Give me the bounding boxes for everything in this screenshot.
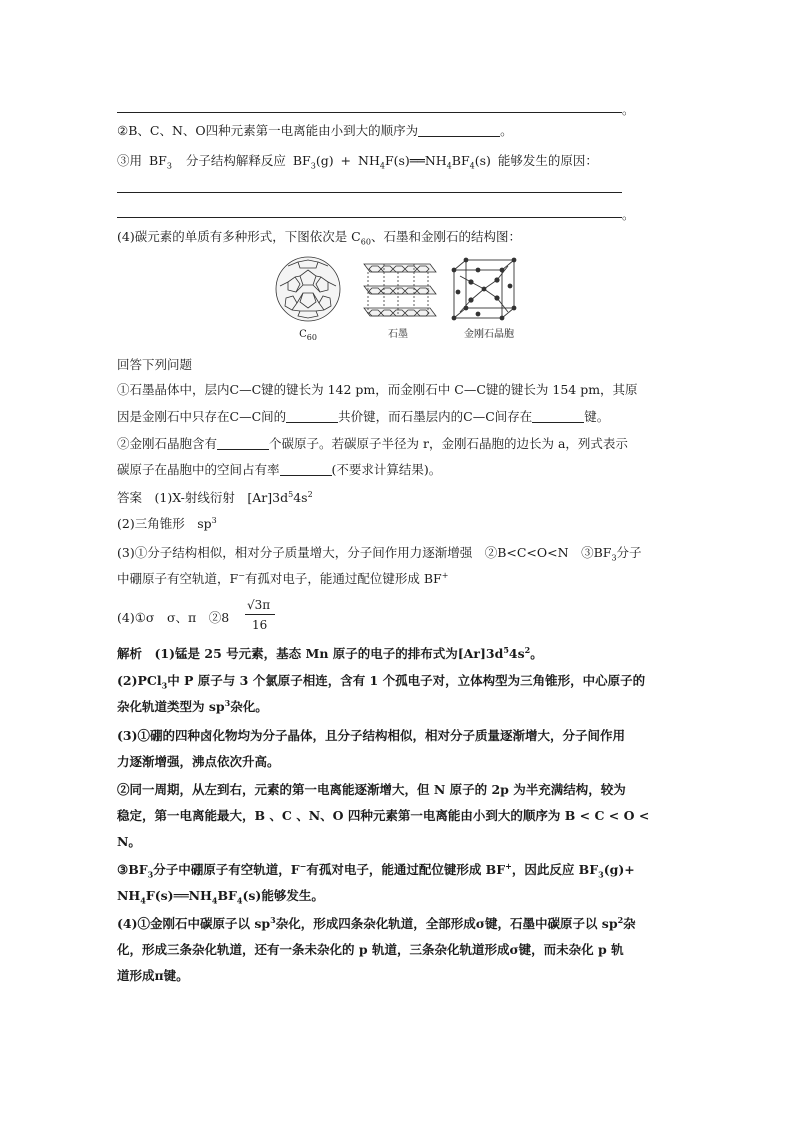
carbon-structures-figure — [268, 256, 524, 346]
analysis-line-7: 稳定，第一电离能最大，B 、C 、N、O 四种元素第一电离能由小到大的顺序为 B < C < O < — [117, 808, 650, 823]
analysis-line-2: (2)PCl$_3$中 P 原子与 3 个氯原子相连，含有 1 个孤电子对，立体构型为三角锥形，中心原子的 — [117, 673, 646, 691]
diamond-cell-illustration — [452, 258, 517, 321]
answer-line-1: 答案 (1)X-射线衍射 $[Ar]3d^54s^2$ — [117, 489, 313, 505]
answer-line-5: (4)①σ σ、π ②8 — [117, 610, 230, 625]
graphite-caption: 石墨 — [388, 329, 408, 340]
question-3-part-3: ③用 $BF_3$ 分子结构解释反应 $BF_3(g)$ + $NH_4F(s)══NH_4BF_4(s)$ 能够发生的原因： — [117, 153, 598, 171]
answer-line-3: (3)①分子结构相似，相对分子质量增大，分子间作用力逐渐增强 ②B<C<O<N $③BF_3$分子 — [117, 545, 642, 563]
answer-blank — [217, 437, 269, 450]
fraction-bar — [245, 614, 275, 615]
analysis-line-8: N。 — [117, 834, 141, 849]
diamond-caption: 金刚石晶胞 — [464, 329, 514, 340]
period: 。 — [622, 207, 635, 222]
answer-blank — [418, 124, 500, 137]
analysis-line-10: $NH_4F(s)══NH_4BF_4(s)$能够发生。 — [117, 888, 324, 906]
analysis-line-5: 力逐渐增强，沸点依次升高。 — [117, 754, 280, 769]
answer-blank — [532, 410, 584, 423]
answer-blank — [286, 410, 338, 423]
fraction-denominator: 16 — [252, 618, 268, 632]
c60-illustration — [276, 257, 340, 321]
answer-blank-line — [117, 192, 622, 193]
question-4-part-1-line-2: 因是金刚石中只存在C—C间的 共价键，而石墨层内的C—C间存在 键。 — [117, 409, 610, 424]
analysis-line-1: 解析 (1)锰是 25 号元素，基态 Mn 原子的电子的排布式为$[Ar]3d^54s^2$。 — [117, 644, 543, 661]
question-4-part-2-line-1: ②金刚石晶胞含有 个碳原子。若碳原子半径为 r，金刚石晶胞的边长为 a，列式表示 — [117, 436, 628, 451]
answer-blank — [280, 463, 332, 476]
period: 。 — [622, 102, 635, 117]
fraction-numerator: √3π — [247, 598, 271, 612]
graphite-illustration — [364, 264, 436, 316]
analysis-line-9: $③BF_3$分子中硼原子有空轨道，F−有孤对电子，能通过配位键形成 BF+，因此反应 $BF_3(g)+$ — [117, 860, 635, 880]
analysis-line-13: 道形成π键。 — [117, 968, 189, 983]
answer-line-4: 中硼原子有空轨道，F−有孤对电子，能通过配位键形成 BF+ — [117, 570, 449, 586]
question-4-part-2-line-2: 碳原子在晶胞中的空间占有率 (不要求计算结果)。 — [117, 462, 442, 477]
answer-line-2: (2)三角锥形 $sp^3$ — [117, 515, 217, 531]
answer-blank-line — [117, 217, 622, 218]
analysis-line-11: (4)①金刚石中碳原子以 $sp^3$杂化，形成四条杂化轨道，全部形成σ键，石墨中碳原子以 $sp^2$杂 — [117, 914, 636, 931]
c60-caption: $C_{60}$ — [299, 329, 317, 342]
question-4-intro: (4)碳元素的单质有多种形式，下图依次是 $C_{60}$、石墨和金刚石的结构图： — [117, 229, 521, 247]
question-3-part-2: ②B、C、N、O四种元素第一电离能由小到大的顺序为 。 — [117, 123, 513, 138]
analysis-line-3: 杂化轨道类型为 $sp^3$杂化。 — [117, 697, 268, 714]
analysis-line-4: (3)①硼的四种卤化物均为分子晶体，且分子结构相似，相对分子质量逐渐增大，分子间作用 — [117, 728, 626, 743]
analysis-line-12: 化，形成三条杂化轨道，还有一条未杂化的 p 轨道，三条杂化轨道形成σ键，而未杂化 p 轨 — [117, 942, 624, 957]
analysis-line-6: ②同一周期，从左到右，元素的第一电离能逐渐增大，但 N 原子的 2p 为半充满结构，较为 — [117, 782, 626, 797]
question-4-part-1-line-1: ①石墨晶体中，层内C—C键的键长为 142 pm，而金刚石中 C—C键的键长为 154 pm，其原 — [117, 382, 638, 397]
answer-prompt: 回答下列问题 — [117, 357, 193, 372]
answer-blank-line — [117, 112, 622, 113]
